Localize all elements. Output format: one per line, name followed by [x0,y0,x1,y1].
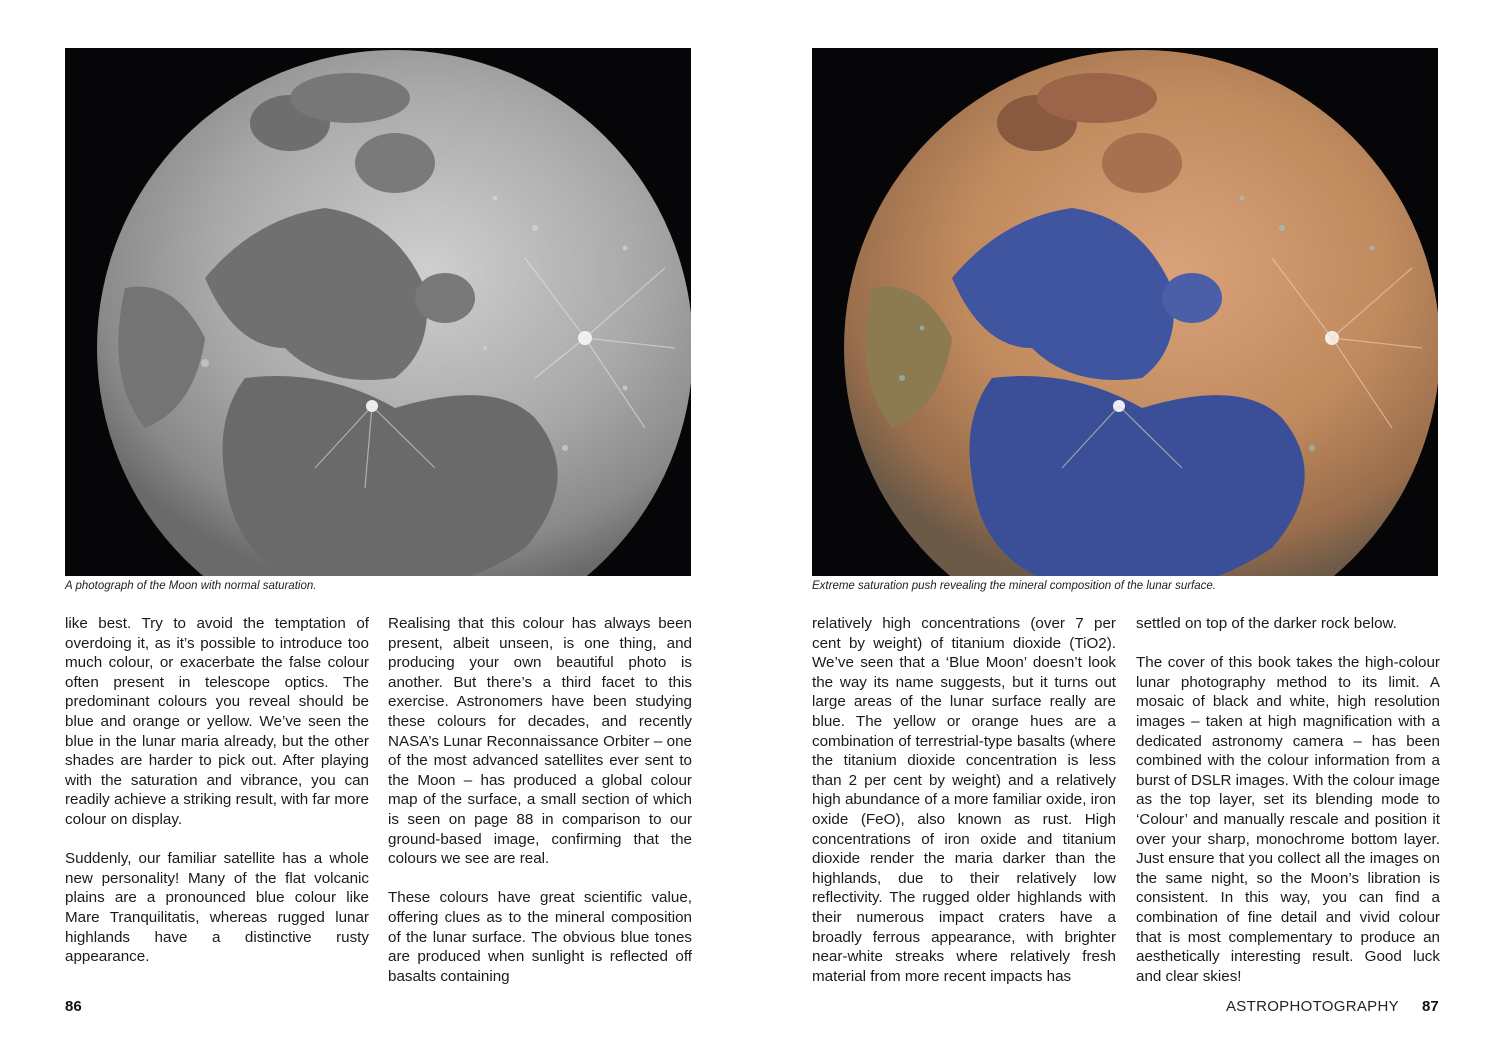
right-column-1 [812,614,1116,986]
paragraph: The cover of this book takes the high-colour lunar photography method to its limit. A mosaic of black and white, high resolution images – taken at high magnification with a dedicated astronomy camera – has been combined with the colour information from a burst of DSLR images. With the colour image as the top layer, set its blending mode to ‘Colour’ and manually rescale and position it over your sharp, monochrome bottom layer. Just ensure that you collect all the images on the same night, so the Moon’s libration is consistent. In this way, you can find a combination of fine detail and vivid colour that is most complementary to produce an aesthetically interesting result. Good luck and clear skies! [1136,654,1440,985]
photo-caption-normal: A photograph of the Moon with normal saturation. [65,580,317,592]
page-number: 86 [65,998,82,1015]
paragraph: Suddenly, our familiar satellite has a whole new personality! Many of the flat volcanic plains are a pronounced blue colour like Mare Tranquilitatis, whereas rugged lunar highlands have a distinctive rusty appearance. [65,850,369,966]
moon-photo-normal [65,48,691,576]
paragraph: These colours have great scientific value, offering clues as to the mineral composition of the lunar surface. The obvious blue tones are produced when sunlight is reflected off basalts containing [388,889,692,985]
paragraph: Realising that this colour has always been present, albeit unseen, is one thing, and producing your own beautiful photo is another. But there’s a third facet to this exercise. Astronomers have been studying these colours for decades, and recently NASA’s Lunar Reconnaissance Orbiter – one of the most advanced satellites ever sent to the Moon – has produced a global colour map of the surface, a small section of which is seen on page 88 in comparison to our ground-based image, confirming that the colours we see are real. [388,615,692,868]
left-column-1 [65,614,369,967]
paragraph: relatively high concentrations (over 7 per cent by weight) of titanium dioxide (TiO2). We’ve seen that a ‘Blue Moon’ doesn’t look the way its name suggests, but it turns out large areas of the lunar surface really are blue. The yellow or orange hues are a combination of terrestrial-type basalts (where the titanium dioxide concentration is less than 2 per cent by weight) and a relatively high abundance of a more familiar oxide, iron oxide (FeO), also known as rust. High concentrations of iron oxide and titanium dioxide render the maria darker than the highlands, due to their relatively low reflectivity. The rugged older highlands with their numerous impact craters have a broadly ferrous appearance, with brighter near-white streaks where relatively fresh material from more recent impacts has [812,615,1116,985]
right-column-2 [1136,614,1440,986]
paragraph: like best. Try to avoid the temptation of overdoing it, as it’s possible to introduce too much colour, or exacerbate the false colour often present in telescope optics. The predominant colours you reveal should be blue and orange or yellow. We’ve seen the blue in the lunar maria already, but the other shades are harder to pick out. After playing with the saturation and vibrance, you can readily achieve a striking result, with far more colour on display. [65,615,369,828]
right-page [750,0,1500,1061]
moon-photo-saturated [812,48,1438,576]
page-number: 87 [1422,998,1439,1015]
photo-caption-saturated: Extreme saturation push revealing the mineral composition of the lunar surface. [812,580,1216,592]
running-head: ASTROPHOTOGRAPHY [1226,998,1399,1015]
left-column-2 [388,614,692,986]
paragraph: settled on top of the darker rock below. [1136,615,1397,632]
